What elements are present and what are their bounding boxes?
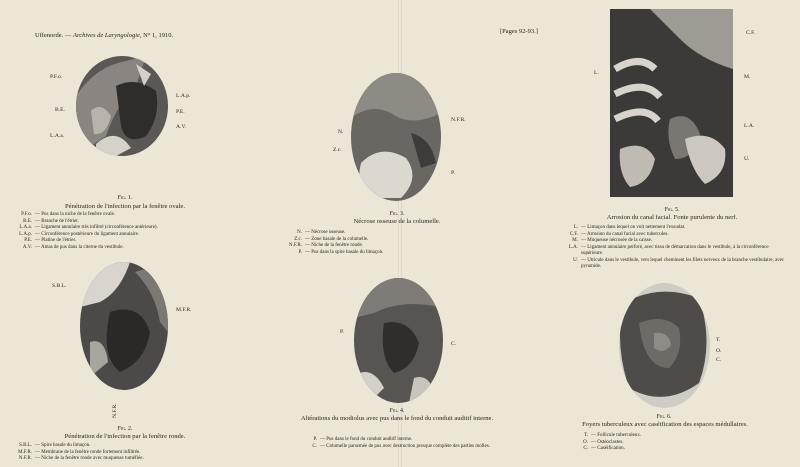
legend-value: — Caséification. — [591, 446, 625, 451]
legend-row — [280, 250, 470, 257]
fig2-micrograph — [80, 262, 168, 390]
legend-key: S.B.L. — [19, 443, 32, 448]
legend-key: M. — [572, 238, 578, 243]
legend-key: N.F.R. — [288, 243, 302, 248]
legend-key: C. — [312, 443, 317, 449]
header-issue: N° 1, 1910. — [143, 32, 174, 39]
legend-value: — Niche de la fenêtre ronde. — [305, 243, 364, 248]
fig2-legend — [10, 443, 240, 463]
fig1-label-lap: L.A.p. — [176, 93, 191, 99]
fig4-micrograph — [354, 278, 443, 403]
legend-row — [556, 258, 790, 271]
fig2-number: Fig. 2. — [117, 426, 133, 432]
running-header — [35, 32, 173, 39]
legend-key: M.F.R. — [18, 449, 32, 455]
fig1-micrograph — [76, 56, 168, 156]
legend-value: — Platine de l'étrier. — [35, 238, 77, 243]
fig1-label-pfo: P.F.o. — [50, 74, 63, 80]
legend-key: L.A. — [568, 244, 578, 250]
legend-value: — Utricule dans le vestibule, vers lequel cheminent les filets nerveux de la branche vestibulaire, avec pyramide. — [581, 257, 785, 269]
legend-value: — Muqueuse nécrosée de la caisse. — [581, 238, 653, 243]
legend-value: — Pus dans la spire basale du limaçon. — [305, 249, 384, 255]
legend-value: — Zone basale de la columelle. — [305, 236, 369, 242]
fig3-caption: Nécrose osseuse de la columelle. — [353, 218, 441, 225]
fig5-number: Fig. 5. — [664, 207, 680, 213]
fig3-label-zc: Z.c. — [333, 147, 342, 153]
legend-key: T. — [584, 433, 588, 438]
legend-key: A.V. — [22, 244, 32, 250]
fig5-micrograph — [610, 9, 733, 197]
legend-value: — Columelle parsemée de pus avec destruction presque complète des parties molles. — [320, 443, 490, 449]
legend-key: N.F.R. — [18, 456, 32, 461]
legend-value: — Pus dans le fond du conduit auditif interne. — [320, 437, 413, 442]
fig1-label-av: A.V. — [176, 124, 187, 130]
fig6-legend — [566, 433, 766, 453]
fig4-caption: Altérations du modiolus avec pus dans le fond du conduit auditif interne. — [300, 415, 494, 422]
legend-key: L.A.a. — [19, 225, 32, 230]
legend-row — [566, 446, 766, 453]
legend-value: — Circonférence postérieure du ligament annulaire. — [35, 231, 140, 237]
fig2-label-nfr: N.F.R. — [112, 403, 118, 418]
fig5-label-u: U. — [744, 156, 750, 162]
fig1-label-be: B.E. — [55, 107, 65, 113]
legend-value: — Pus dans la niche de la fenêtre ovale. — [35, 212, 116, 217]
legend-value: — Ligament annulaire très infiltré (circonférence antérieure). — [35, 225, 158, 230]
fig4-number: Fig. 4. — [389, 408, 405, 414]
fig3-label-p: P. — [451, 170, 455, 176]
fig3-micrograph — [351, 73, 441, 201]
legend-key: P. — [298, 249, 302, 255]
legend-value: — Limaçon dans lequel on voit nettement l'exsudat. — [581, 225, 686, 230]
legend-key: Z.c. — [294, 236, 302, 242]
fig5-label-l: L. — [594, 70, 599, 76]
legend-value: — Membrane de la fenêtre ronde fortement infiltrée. — [35, 449, 141, 455]
fig5-caption: Arrosion du canal facial. Fonte purulente du nerf. — [606, 214, 738, 221]
legend-row — [10, 456, 240, 463]
legend-key: P.F.o. — [21, 212, 32, 217]
fig1-legend — [10, 212, 240, 251]
fig5-label-cf: C.F. — [746, 30, 756, 36]
legend-key: L.A.p. — [19, 231, 32, 237]
legend-value: — Follicule tuberculeux. — [591, 433, 642, 438]
fig2-caption: Pénétration de l'infection par la fenêtre ronde. — [64, 433, 186, 440]
header-journal: Archives de Laryngologie, — [72, 32, 142, 39]
legend-row — [10, 245, 240, 252]
legend-key: P.E. — [24, 238, 32, 243]
fig6-label-c: C. — [716, 357, 722, 363]
legend-value: — Arrosion du canal facial avec tubercules. — [581, 231, 669, 237]
fig3-label-n: N. — [338, 129, 344, 135]
fig3-number: Fig. 3. — [389, 211, 405, 217]
legend-key: U. — [573, 257, 578, 263]
fig3-label-nfr: N.F.R. — [451, 117, 466, 123]
header-author: Uffenorde. — — [35, 32, 72, 39]
fig2-label-mfr: M.F.R. — [176, 307, 192, 313]
legend-key: B.E. — [23, 218, 32, 224]
legend-key: N. — [297, 230, 302, 235]
fig6-label-o: O. — [716, 348, 722, 354]
legend-value: — Amas de pus dans la citerne du vestibule. — [35, 244, 124, 250]
legend-value: — Nécrose osseuse. — [305, 230, 346, 235]
fig6-micrograph — [619, 283, 710, 408]
fig6-caption: Foyers tuberculeux avec caséification des espaces médullaires. — [582, 421, 748, 428]
fig1-number: Fig. 1. — [117, 195, 133, 201]
fig1-label-pe: P.E. — [176, 109, 185, 115]
legend-value: — Branche de l'étrier. — [35, 218, 79, 224]
legend-key: L. — [573, 225, 578, 230]
legend-key: C.F. — [569, 231, 578, 237]
legend-value: — Ostéoclastes. — [591, 439, 624, 445]
legend-row — [295, 444, 505, 451]
legend-key: C. — [583, 446, 588, 451]
fig4-legend — [295, 437, 505, 450]
fig3-legend — [280, 230, 470, 256]
legend-value: — Spire basale du limaçon. — [35, 443, 91, 448]
fig4-label-c: C. — [451, 341, 457, 347]
fig4-label-p: P. — [340, 329, 344, 335]
fig6-label-t: T. — [716, 337, 721, 343]
legend-value: — Ligament annulaire perforé, avec tissu de démarcation dans le vestibule, à la circonférence supérieure. — [581, 244, 769, 256]
legend-key: O. — [583, 439, 588, 445]
fig5-label-m: M. — [744, 74, 751, 80]
fig2-label-sbl: S.B.L. — [52, 283, 67, 289]
fig1-caption: Pénétration de l'infection par la fenêtre ovale. — [64, 203, 185, 210]
fig5-legend — [556, 225, 790, 271]
legend-key: P. — [313, 437, 317, 442]
fig1-label-laa: L.A.a. — [50, 133, 65, 139]
legend-row — [556, 245, 790, 258]
page-range: [Pages 92-93.] — [500, 28, 538, 35]
legend-value: — Niche de la fenêtre ronde avec muqueuse tuméfiée. — [35, 456, 144, 461]
fig6-number: Fig. 6. — [656, 414, 672, 420]
fig5-label-la: L.A. — [744, 123, 755, 129]
